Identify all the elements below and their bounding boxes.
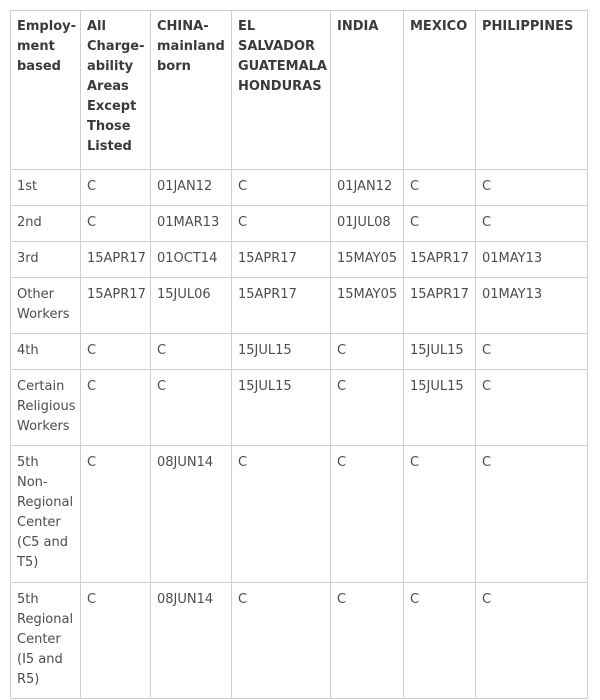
header-mexico: [404, 11, 476, 170]
category-text-line: 3rd: [17, 251, 39, 266]
header-text-line: HONDURAS: [238, 79, 322, 94]
header-text-line: PHILIPPINES: [482, 19, 574, 34]
category-cell: [11, 206, 81, 242]
date-cell: C: [81, 370, 151, 446]
category-text-line: (I5 and: [17, 652, 63, 667]
category-text-line: Center: [17, 632, 61, 647]
header-text-line: EL: [238, 19, 256, 34]
date-cell: C: [331, 583, 404, 699]
date-cell: 15APR17: [232, 278, 331, 334]
table-row: [11, 446, 588, 583]
category-text-line: R5): [17, 672, 40, 687]
date-cell: C: [232, 446, 331, 583]
date-cell: C: [151, 334, 232, 370]
date-cell: 01MAY13: [476, 278, 588, 334]
header-text-line: Areas: [87, 79, 129, 94]
date-cell: 08JUN14: [151, 583, 232, 699]
date-cell: 15JUL15: [232, 370, 331, 446]
header-text-line: based: [17, 59, 61, 74]
category-text-line: 4th: [17, 343, 39, 358]
category-cell: [11, 278, 81, 334]
table-row: [11, 242, 588, 278]
date-cell: C: [81, 583, 151, 699]
category-cell: [11, 242, 81, 278]
date-cell: 15APR17: [404, 242, 476, 278]
date-cell: C: [404, 206, 476, 242]
date-cell: 01MAY13: [476, 242, 588, 278]
date-cell: C: [476, 206, 588, 242]
date-cell: C: [232, 170, 331, 206]
header-text-line: INDIA: [337, 19, 379, 34]
table-row: [11, 370, 588, 446]
date-cell: 08JUN14: [151, 446, 232, 583]
header-text-line: ment: [17, 39, 55, 54]
date-cell: 01JAN12: [331, 170, 404, 206]
category-text-line: 5th: [17, 455, 39, 470]
category-cell: [11, 334, 81, 370]
header-text-line: All: [87, 19, 106, 34]
table-row: [11, 206, 588, 242]
category-text-line: T5): [17, 555, 39, 570]
date-cell: 15JUL15: [404, 334, 476, 370]
category-text-line: Religious: [17, 399, 76, 414]
table-row: [11, 170, 588, 206]
header-el-salvador-guatemala-honduras: [232, 11, 331, 170]
date-cell: 15APR17: [404, 278, 476, 334]
date-cell: C: [476, 170, 588, 206]
date-cell: C: [476, 334, 588, 370]
category-text-line: Regional: [17, 495, 74, 510]
header-text-line: GUATEMALA: [238, 59, 327, 74]
category-text-line: Certain: [17, 379, 65, 394]
table-row: [11, 334, 588, 370]
header-text-line: ability: [87, 59, 134, 74]
date-cell: C: [81, 446, 151, 583]
date-cell: C: [232, 206, 331, 242]
date-cell: 15APR17: [81, 242, 151, 278]
date-cell: 15JUL15: [404, 370, 476, 446]
date-cell: C: [476, 446, 588, 583]
header-text-line: SALVADOR: [238, 39, 316, 54]
category-cell: [11, 583, 81, 699]
category-text-line: 1st: [17, 179, 38, 194]
date-cell: C: [331, 334, 404, 370]
date-cell: 01JAN12: [151, 170, 232, 206]
header-text-line: Except: [87, 99, 137, 114]
date-cell: 15MAY05: [331, 278, 404, 334]
date-cell: C: [151, 370, 232, 446]
category-cell: [11, 170, 81, 206]
date-cell: 15JUL15: [232, 334, 331, 370]
header-text-line: born: [157, 59, 191, 74]
header-all-chargeability: [81, 11, 151, 170]
header-text-line: Those: [87, 119, 131, 134]
header-text-line: Employ-: [17, 19, 76, 34]
category-text-line: Center: [17, 515, 61, 530]
header-text-line: Charge-: [87, 39, 145, 54]
date-cell: C: [81, 206, 151, 242]
category-text-line: 2nd: [17, 215, 42, 230]
category-text-line: 5th: [17, 592, 39, 607]
category-text-line: Workers: [17, 307, 70, 322]
employment-based-dates-table: [10, 10, 588, 699]
date-cell: 15APR17: [232, 242, 331, 278]
category-text-line: Workers: [17, 419, 70, 434]
date-cell: C: [404, 583, 476, 699]
header-philippines: [476, 11, 588, 170]
date-cell: C: [476, 370, 588, 446]
category-text-line: Regional: [17, 612, 74, 627]
date-cell: 01OCT14: [151, 242, 232, 278]
header-china: [151, 11, 232, 170]
header-text-line: mainland: [157, 39, 225, 54]
header-employment-based: [11, 11, 81, 170]
date-cell: C: [81, 334, 151, 370]
date-cell: 15MAY05: [331, 242, 404, 278]
table-row: [11, 583, 588, 699]
category-cell: [11, 370, 81, 446]
header-text-line: MEXICO: [410, 19, 468, 34]
header-text-line: Listed: [87, 139, 132, 154]
date-cell: C: [331, 446, 404, 583]
date-cell: 15APR17: [81, 278, 151, 334]
category-text-line: Non-: [17, 475, 48, 490]
date-cell: 15JUL06: [151, 278, 232, 334]
category-text-line: (C5 and: [17, 535, 69, 550]
table-row: [11, 278, 588, 334]
header-india: [331, 11, 404, 170]
visa-bulletin-table-container: [10, 10, 588, 699]
date-cell: C: [331, 370, 404, 446]
date-cell: C: [404, 446, 476, 583]
date-cell: C: [232, 583, 331, 699]
table-header-row: [11, 11, 588, 170]
date-cell: C: [404, 170, 476, 206]
category-text-line: Other: [17, 287, 54, 302]
header-text-line: CHINA-: [157, 19, 209, 34]
date-cell: 01MAR13: [151, 206, 232, 242]
category-cell: [11, 446, 81, 583]
date-cell: C: [81, 170, 151, 206]
date-cell: C: [476, 583, 588, 699]
date-cell: 01JUL08: [331, 206, 404, 242]
